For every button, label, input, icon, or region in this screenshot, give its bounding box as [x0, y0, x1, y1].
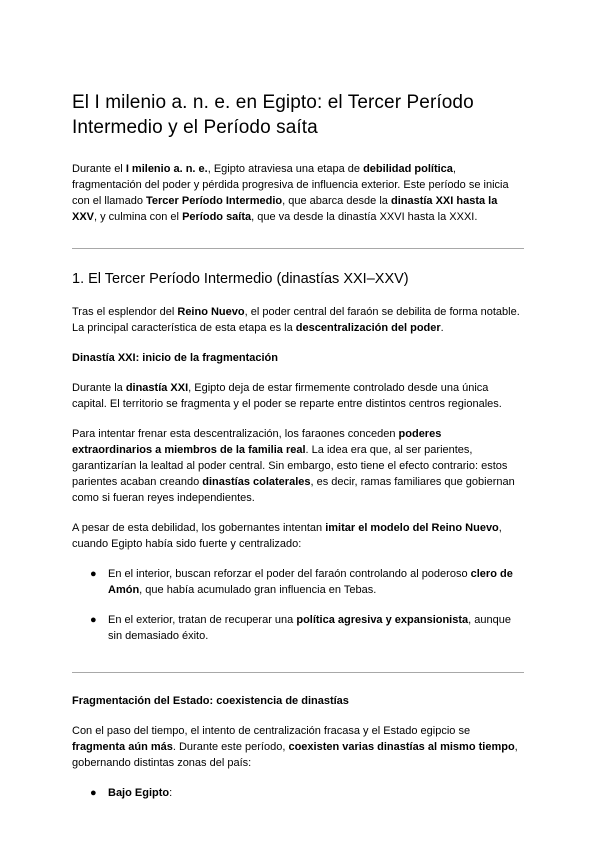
section-paragraph: [72, 723, 524, 771]
bold-text: Período saíta: [182, 211, 252, 223]
text-run: En el interior, buscan reforzar el poder del faraón controlando al poderoso: [108, 568, 471, 580]
subsection-heading: Dinastía XXI: inicio de la fragmentación: [72, 352, 278, 364]
text-run: A pesar de esta debilidad, los gobernantes intentan: [72, 522, 326, 534]
text-run: , y culmina con el: [94, 211, 183, 223]
text-run: Con el paso del tiempo, el intento de centralización fracasa y el Estado egipcio se: [72, 725, 471, 737]
bold-text: Reino Nuevo: [177, 306, 245, 318]
section-paragraph: [72, 426, 524, 506]
section-paragraph: [72, 520, 524, 552]
text-run: Durante la: [72, 382, 126, 394]
bold-text: coexisten varias dinastías al mismo tiempo: [288, 741, 515, 753]
bold-text: poderes extraordinarios a miembros de la familia real: [72, 428, 442, 456]
text-run: , el poder central del faraón se debilita de forma notable. La principal característica de esta etapa es la: [72, 306, 520, 334]
list-item: [72, 566, 524, 598]
bold-text: I milenio a. n. e.: [125, 163, 208, 175]
bold-text: clero de Amón: [108, 568, 513, 596]
text-run: :: [169, 787, 173, 799]
section-divider: [72, 672, 524, 673]
text-run: , Egipto deja de estar firmemente controlado desde una única capital. El territorio se fragmenta y el poder se reparte entre distintos centros regionales.: [72, 382, 502, 410]
list-item-text: [108, 568, 513, 596]
bold-text: descentralización del poder: [295, 322, 441, 334]
text-run: , que abarca desde la: [282, 195, 391, 207]
bold-text: dinastía XXI hasta la XXV: [72, 195, 498, 223]
bold-text: imitar el modelo del Reino Nuevo: [325, 522, 499, 534]
section-paragraph: [72, 380, 524, 412]
intro-paragraph: [72, 161, 524, 225]
page-title: El I milenio a. n. e. en Egipto: el Tercer Período Intermedio y el Período saíta: [72, 92, 474, 138]
list-item: [72, 612, 524, 644]
section-heading: 1. El Tercer Período Intermedio (dinastías XXI–XXV): [72, 271, 409, 287]
text-run: . La idea era que, al ser parientes, garantizarían la lealtad al poder central. Sin embargo, esto tiene el efecto contrario: estos parientes acaban creando: [72, 444, 508, 488]
list-item-text: [108, 614, 511, 642]
text-run: , fragmentación del poder y pérdida progresiva de influencia exterior. Este período se inicia con el llamado: [72, 163, 509, 207]
text-run: , es decir, ramas familiares que gobiernan como si fueran reyes independientes.: [72, 476, 515, 504]
bold-text: fragmenta aún más: [72, 741, 173, 753]
bold-text: debilidad política: [363, 163, 453, 175]
section-paragraph: [72, 304, 524, 336]
subsection-heading: Fragmentación del Estado: coexistencia de dinastías: [72, 695, 349, 707]
bullet-icon: ●: [90, 568, 97, 580]
text-run: , gobernando distintas zonas del país:: [72, 741, 518, 769]
text-run: , que había acumulado gran influencia en Tebas.: [139, 584, 377, 596]
bullet-list: [72, 785, 524, 801]
document-page: [72, 90, 524, 801]
list-item-text: [108, 787, 172, 799]
bold-text: política agresiva y expansionista: [296, 614, 469, 626]
bullet-icon: ●: [90, 614, 97, 626]
text-run: , aunque sin demasiado éxito.: [108, 614, 511, 642]
text-run: , cuando Egipto había sido fuerte y centralizado:: [72, 522, 502, 550]
bold-text: Tercer Período Intermedio: [146, 195, 283, 207]
text-run: .: [440, 322, 444, 334]
section-divider: [72, 248, 524, 249]
text-run: . Durante este período,: [172, 741, 289, 753]
bold-text: Bajo Egipto: [108, 787, 170, 799]
bullet-icon: ●: [90, 787, 97, 799]
text-run: Durante el: [72, 163, 126, 175]
bold-text: dinastía XXI: [125, 382, 189, 394]
bold-text: dinastías colaterales: [202, 476, 311, 488]
text-run: , Egipto atraviesa una etapa de: [207, 163, 364, 175]
bullet-list: [72, 566, 524, 644]
text-run: Tras el esplendor del: [72, 306, 178, 318]
text-run: En el exterior, tratan de recuperar una: [108, 614, 297, 626]
text-run: Para intentar frenar esta descentralización, los faraones conceden: [72, 428, 399, 440]
list-item: [72, 785, 524, 801]
text-run: , que va desde la dinastía XXVI hasta la XXXI.: [251, 211, 478, 223]
